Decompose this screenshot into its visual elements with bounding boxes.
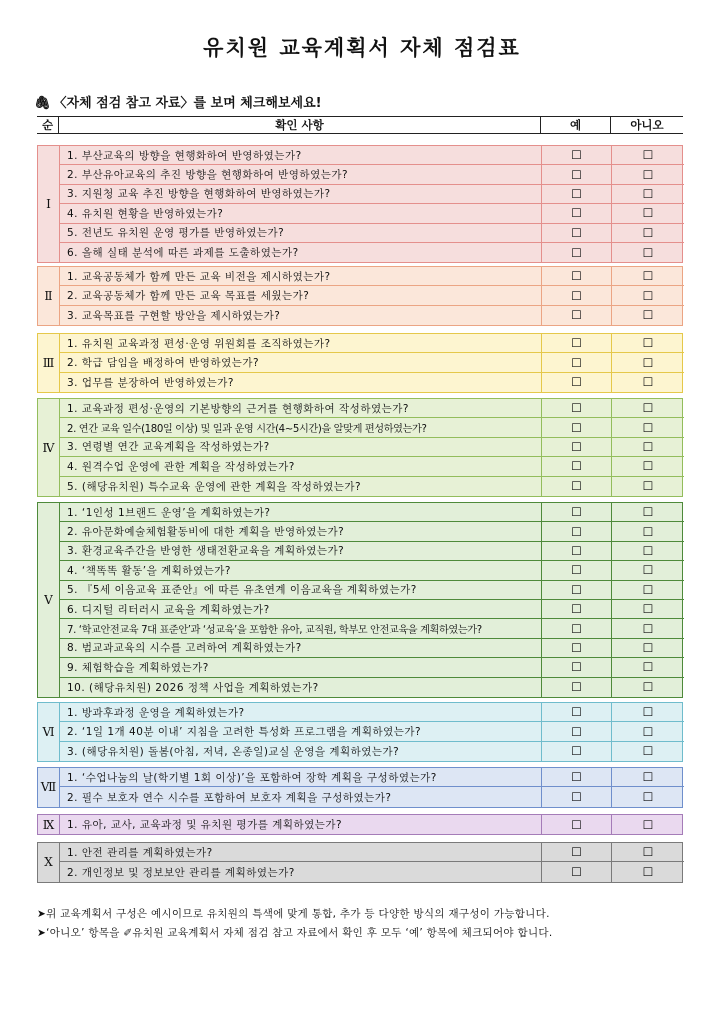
check-item-text: 4. ‘책똑똑 활동’을 계획하였는가? bbox=[60, 561, 542, 579]
yes-checkbox[interactable]: ☐ bbox=[542, 815, 612, 834]
checklist-row bbox=[60, 815, 684, 834]
checklist-row bbox=[60, 286, 684, 305]
no-checkbox[interactable]: ☐ bbox=[642, 744, 654, 759]
yes-checkbox[interactable]: ☐ bbox=[542, 787, 612, 806]
no-checkbox[interactable]: ☐ bbox=[642, 640, 654, 655]
no-checkbox[interactable]: ☐ bbox=[642, 148, 654, 163]
checklist-row bbox=[60, 438, 684, 457]
check-item-text: 2. ‘1일 1개 40분 이내’ 지침을 고려한 특성화 프로그램을 계획하였는가? bbox=[60, 722, 542, 740]
section-number: Ⅲ bbox=[38, 334, 60, 392]
yes-checkbox[interactable]: ☐ bbox=[542, 334, 612, 352]
check-item-text: 2. 부산유아교육의 추진 방향을 현행화하여 반영하였는가? bbox=[60, 165, 542, 183]
check-item-text: 4. 원격수업 운영에 관한 계획을 작성하였는가? bbox=[60, 457, 542, 475]
yes-checkbox[interactable]: ☐ bbox=[542, 862, 612, 881]
no-checkbox[interactable]: ☐ bbox=[642, 563, 654, 578]
yes-checkbox[interactable]: ☐ bbox=[542, 373, 612, 392]
yes-checkbox[interactable]: ☐ bbox=[542, 185, 612, 203]
check-item-text: 6. 올해 실태 분석에 따른 과제를 도출하였는가? bbox=[60, 243, 542, 262]
no-checkbox[interactable]: ☐ bbox=[642, 225, 654, 240]
yes-checkbox[interactable]: ☐ bbox=[542, 243, 612, 262]
yes-checkbox[interactable]: ☐ bbox=[542, 418, 612, 436]
yes-checkbox[interactable]: ☐ bbox=[542, 678, 612, 697]
check-item-text: 8. 범교과교육의 시수를 고려하여 계획하였는가? bbox=[60, 639, 542, 657]
yes-checkbox[interactable]: ☐ bbox=[542, 146, 612, 164]
no-checkbox[interactable]: ☐ bbox=[642, 439, 654, 454]
no-checkbox[interactable]: ☐ bbox=[642, 401, 654, 416]
checklist-row bbox=[60, 353, 684, 372]
check-item-text: 5. 전년도 유치원 운영 평가를 반영하였는가? bbox=[60, 224, 542, 242]
checklist-row bbox=[60, 373, 684, 392]
yes-checkbox[interactable]: ☐ bbox=[542, 581, 612, 599]
section-number: Ⅸ bbox=[38, 815, 60, 834]
section-group bbox=[37, 502, 683, 698]
checklist-row bbox=[60, 522, 684, 541]
check-item-text: 1. 안전 관리를 계획하였는가? bbox=[60, 843, 542, 861]
checklist-row bbox=[60, 843, 684, 862]
checklist-row bbox=[60, 722, 684, 741]
page-title: 유치원 교육계획서 자체 점검표 bbox=[203, 36, 521, 60]
yes-checkbox[interactable]: ☐ bbox=[542, 286, 612, 304]
yes-checkbox[interactable]: ☐ bbox=[542, 722, 612, 740]
section-group bbox=[37, 398, 683, 497]
check-item-text: 2. 유아문화예술체험활동비에 대한 계획을 반영하였는가? bbox=[60, 522, 542, 540]
no-checkbox[interactable]: ☐ bbox=[642, 505, 654, 520]
section-rows bbox=[60, 815, 684, 834]
no-checkbox[interactable]: ☐ bbox=[642, 582, 654, 597]
checklist-row bbox=[60, 418, 684, 437]
checklist-row bbox=[60, 542, 684, 561]
no-checkbox[interactable]: ☐ bbox=[642, 186, 654, 201]
check-item-text: 3. 연령별 연간 교육계획을 작성하였는가? bbox=[60, 438, 542, 456]
section-group bbox=[37, 814, 683, 835]
section-group bbox=[37, 842, 683, 883]
yes-checkbox[interactable]: ☐ bbox=[542, 542, 612, 560]
section-group bbox=[37, 145, 683, 263]
no-checkbox[interactable]: ☐ bbox=[642, 705, 654, 720]
check-item-text: 2. 학급 담임을 배정하여 반영하였는가? bbox=[60, 353, 542, 371]
no-checkbox[interactable]: ☐ bbox=[642, 206, 654, 221]
section-rows bbox=[60, 146, 684, 262]
check-item-text: 5. 『5세 이음교육 표준안』에 따른 유초연계 이음교육을 계획하였는가? bbox=[60, 581, 542, 599]
footnote-2: ➤‘아니오’ 항목을 ✐유치원 교육계획서 자체 점검 참고 자료에서 확인 후 모두 ‘예’ 항목에 체크되어야 합니다. bbox=[37, 927, 553, 939]
yes-checkbox[interactable]: ☐ bbox=[542, 204, 612, 222]
no-checkbox[interactable]: ☐ bbox=[642, 724, 654, 739]
checklist-row bbox=[60, 768, 684, 787]
section-rows bbox=[60, 768, 684, 807]
section-rows bbox=[60, 843, 684, 882]
yes-checkbox[interactable]: ☐ bbox=[542, 438, 612, 456]
checklist-row bbox=[60, 334, 684, 353]
section-group bbox=[37, 767, 683, 808]
check-item-text: 3. (해당유치원) 돌봄(아침, 저녁, 온종일)교실 운영을 계획하였는가? bbox=[60, 742, 542, 761]
section-number: Ⅱ bbox=[38, 267, 60, 325]
checklist-instruction bbox=[34, 92, 322, 111]
section-rows bbox=[60, 334, 684, 392]
no-checkbox[interactable]: ☐ bbox=[642, 845, 654, 860]
section-number: Ⅵ bbox=[38, 703, 60, 761]
checklist-row bbox=[60, 267, 684, 286]
yes-checkbox[interactable]: ☐ bbox=[542, 503, 612, 521]
no-checkbox[interactable]: ☐ bbox=[642, 524, 654, 539]
no-checkbox[interactable]: ☐ bbox=[642, 308, 654, 323]
yes-checkbox[interactable]: ☐ bbox=[542, 267, 612, 285]
check-item-text: 1. 방과후과정 운영을 계획하였는가? bbox=[60, 703, 542, 721]
checklist-row bbox=[60, 204, 684, 223]
no-checkbox[interactable]: ☐ bbox=[642, 865, 654, 880]
checklist-row bbox=[60, 224, 684, 243]
no-checkbox[interactable]: ☐ bbox=[642, 817, 654, 832]
yes-checkbox[interactable]: ☐ bbox=[542, 768, 612, 786]
header-number: 순 bbox=[37, 117, 59, 133]
no-checkbox[interactable]: ☐ bbox=[642, 790, 654, 805]
no-checkbox[interactable]: ☐ bbox=[642, 420, 654, 435]
no-checkbox[interactable]: ☐ bbox=[642, 336, 654, 351]
check-item-text: 3. 지원청 교육 추진 방향을 현행화하여 반영하였는가? bbox=[60, 185, 542, 203]
check-item-text: 3. 교육목표를 구현할 방안을 제시하였는가? bbox=[60, 306, 542, 325]
no-checkbox[interactable]: ☐ bbox=[642, 770, 654, 785]
checklist-row bbox=[60, 862, 684, 881]
check-item-text: 9. 체험학습을 계획하였는가? bbox=[60, 658, 542, 676]
no-checkbox[interactable]: ☐ bbox=[642, 288, 654, 303]
check-item-text: 3. 업무를 분장하여 반영하였는가? bbox=[60, 373, 542, 392]
yes-checkbox[interactable]: ☐ bbox=[542, 224, 612, 242]
yes-checkbox[interactable]: ☐ bbox=[542, 306, 612, 325]
checklist-row bbox=[60, 477, 684, 496]
check-item-text: 7. ‘학교안전교육 7대 표준안’과 ‘성교육’을 포함한 유아, 교직원, 학부모 안전교육을 계획하였는가? bbox=[60, 619, 542, 637]
header-check-item: 확인 사항 bbox=[59, 117, 541, 133]
check-item-text: 1. 유아, 교사, 교육과정 및 유치원 평가를 계획하였는가? bbox=[60, 815, 542, 834]
yes-checkbox[interactable]: ☐ bbox=[542, 457, 612, 475]
no-checkbox[interactable]: ☐ bbox=[642, 479, 654, 494]
checklist-row bbox=[60, 165, 684, 184]
section-number: Ⅶ bbox=[38, 768, 60, 807]
checklist-row bbox=[60, 600, 684, 619]
check-item-text: 2. 연간 교육 일수(180일 이상) 및 일과 운영 시간(4~5시간)을 알맞게 편성하였는가? bbox=[60, 418, 542, 436]
yes-checkbox[interactable]: ☐ bbox=[542, 639, 612, 657]
yes-checkbox[interactable]: ☐ bbox=[542, 522, 612, 540]
check-item-text: 2. 교육공동체가 함께 만든 교육 목표를 세웠는가? bbox=[60, 286, 542, 304]
yes-checkbox[interactable]: ☐ bbox=[542, 619, 612, 637]
section-number: Ⅰ bbox=[38, 146, 60, 262]
instruction-text: 〈자체 점검 참고 자료〉를 보며 체크해보세요! bbox=[53, 96, 322, 111]
check-item-text: 2. 필수 보호자 연수 시수를 포함하여 보호자 계획을 구성하였는가? bbox=[60, 787, 542, 806]
check-item-text: 1. 교육과정 편성·운영의 기본방향의 근거를 현행화하여 작성하였는가? bbox=[60, 399, 542, 417]
no-checkbox[interactable]: ☐ bbox=[642, 680, 654, 695]
check-item-text: 5. (해당유치원) 특수교육 운영에 관한 계획을 작성하였는가? bbox=[60, 477, 542, 496]
checklist-row bbox=[60, 185, 684, 204]
checklist-row bbox=[60, 146, 684, 165]
table-header bbox=[37, 116, 683, 134]
header-no: 아니오 bbox=[630, 118, 664, 132]
section-rows bbox=[60, 503, 684, 697]
no-checkbox[interactable]: ☐ bbox=[642, 375, 654, 390]
checklist-row bbox=[60, 658, 684, 677]
section-group bbox=[37, 702, 683, 762]
check-item-text: 1. ‘1인성 1브랜드 운영’을 계획하였는가? bbox=[60, 503, 542, 521]
paperclip-icon: 🖇 bbox=[34, 96, 51, 111]
checklist-row bbox=[60, 639, 684, 658]
section-rows bbox=[60, 703, 684, 761]
check-item-text: 4. 유치원 현황을 반영하였는가? bbox=[60, 204, 542, 222]
yes-checkbox[interactable]: ☐ bbox=[542, 477, 612, 496]
no-checkbox[interactable]: ☐ bbox=[642, 269, 654, 284]
checklist-row bbox=[60, 742, 684, 761]
check-item-text: 2. 개인정보 및 정보보안 관리를 계획하였는가? bbox=[60, 862, 542, 881]
check-item-text: 1. 유치원 교육과정 편성·운영 위원회를 조직하였는가? bbox=[60, 334, 542, 352]
check-item-text: 3. 환경교육주간을 반영한 생태전환교육을 계획하였는가? bbox=[60, 542, 542, 560]
no-checkbox[interactable]: ☐ bbox=[642, 167, 654, 182]
yes-checkbox[interactable]: ☐ bbox=[542, 600, 612, 618]
section-group bbox=[37, 266, 683, 326]
check-item-text: 1. 부산교육의 방향을 현행화하여 반영하였는가? bbox=[60, 146, 542, 164]
no-checkbox[interactable]: ☐ bbox=[642, 602, 654, 617]
no-checkbox[interactable]: ☐ bbox=[642, 621, 654, 636]
yes-checkbox[interactable]: ☐ bbox=[542, 353, 612, 371]
section-rows bbox=[60, 399, 684, 496]
check-item-text: 6. 디지털 리터러시 교육을 계획하였는가? bbox=[60, 600, 542, 618]
yes-checkbox[interactable]: ☐ bbox=[542, 399, 612, 417]
no-checkbox[interactable]: ☐ bbox=[642, 245, 654, 260]
section-rows bbox=[60, 267, 684, 325]
checklist-row bbox=[60, 619, 684, 638]
yes-checkbox[interactable]: ☐ bbox=[542, 703, 612, 721]
checklist-row bbox=[60, 243, 684, 262]
no-checkbox[interactable]: ☐ bbox=[642, 355, 654, 370]
footnote-1: ➤위 교육계획서 구성은 예시이므로 유치원의 특색에 맞게 통합, 추가 등 다양한 방식의 재구성이 가능합니다. bbox=[37, 908, 550, 920]
checklist-row bbox=[60, 306, 684, 325]
checklist-row bbox=[60, 399, 684, 418]
yes-checkbox[interactable]: ☐ bbox=[542, 561, 612, 579]
no-checkbox[interactable]: ☐ bbox=[642, 543, 654, 558]
check-item-text: 1. ‘수업나눔의 날(학기별 1회 이상)’을 포함하여 장학 계획을 구성하였는가? bbox=[60, 768, 542, 786]
check-item-text: 1. 교육공동체가 함께 만든 교육 비전을 제시하였는가? bbox=[60, 267, 542, 285]
checklist-row bbox=[60, 503, 684, 522]
yes-checkbox[interactable]: ☐ bbox=[542, 658, 612, 676]
section-group bbox=[37, 333, 683, 393]
yes-checkbox[interactable]: ☐ bbox=[542, 843, 612, 861]
checklist-row bbox=[60, 787, 684, 806]
checklist-row bbox=[60, 457, 684, 476]
no-checkbox[interactable]: ☐ bbox=[642, 459, 654, 474]
check-item-text: 10. (해당유치원) 2026 정책 사업을 계획하였는가? bbox=[60, 678, 542, 697]
section-number: Ⅹ bbox=[38, 843, 60, 882]
yes-checkbox[interactable]: ☐ bbox=[542, 165, 612, 183]
yes-checkbox[interactable]: ☐ bbox=[542, 742, 612, 761]
no-checkbox[interactable]: ☐ bbox=[642, 660, 654, 675]
checklist-row bbox=[60, 678, 684, 697]
checklist-row bbox=[60, 561, 684, 580]
checklist-row bbox=[60, 703, 684, 722]
checklist-row bbox=[60, 581, 684, 600]
section-number: Ⅳ bbox=[38, 399, 60, 496]
header-yes: 예 bbox=[541, 117, 611, 133]
section-number: Ⅴ bbox=[38, 503, 60, 697]
